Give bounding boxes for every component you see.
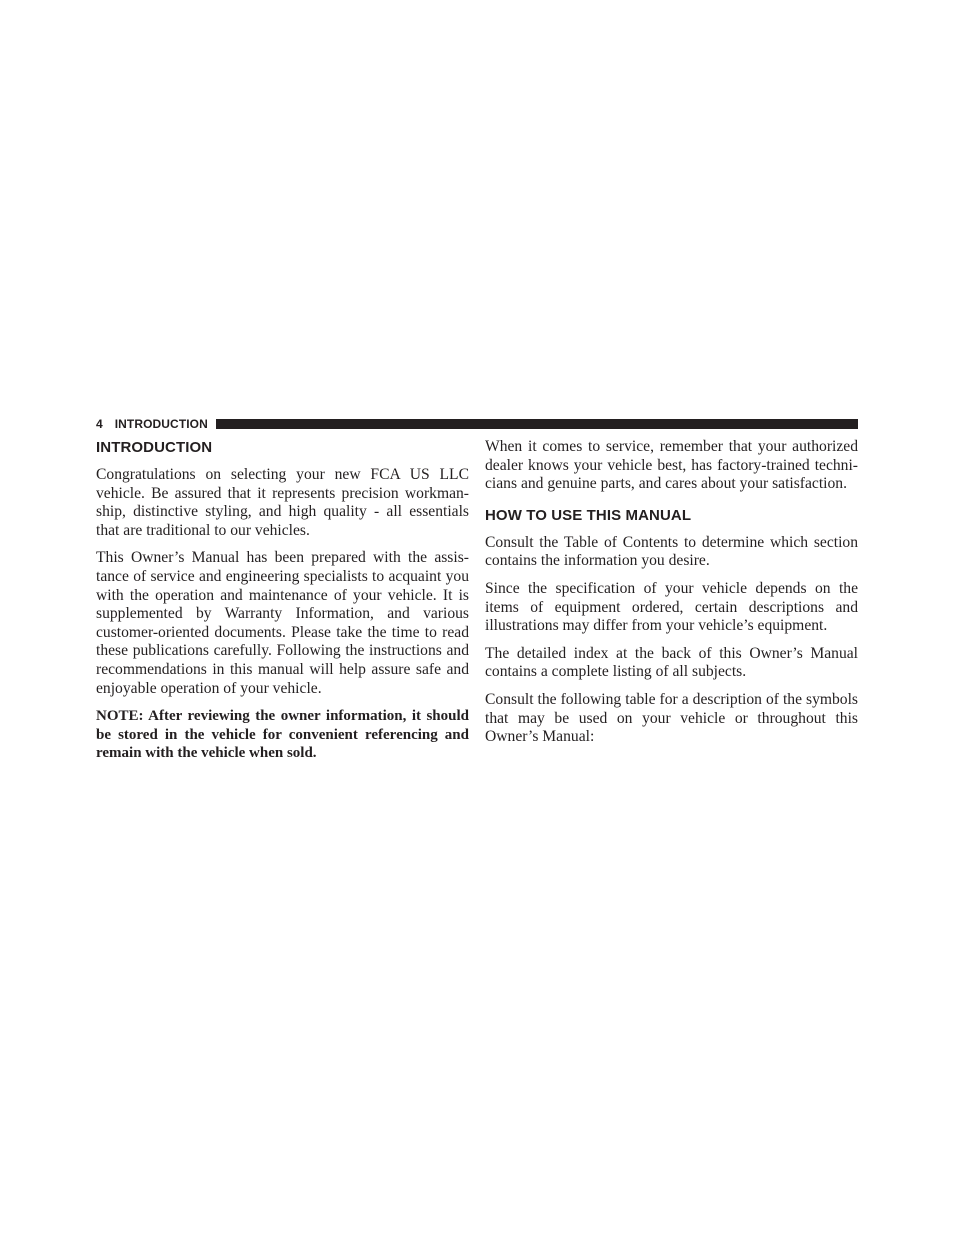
left-column [96,438,469,772]
paragraph-symbols-table: Consult the following table for a description of the symbols that may be used on your vehicle or throughout this Owner’s Manual: [485,690,858,746]
running-header [96,417,858,431]
header-rule [216,419,858,429]
section-heading-how-to-use: HOW TO USE THIS MANUAL [485,506,692,524]
paragraph-specification: Since the specification of your vehicle depends on the items of equipment ordered, certain descriptions and illustrations may differ from your vehicle’s equipment. [485,579,858,635]
right-column [485,438,858,756]
paragraph-service: When it comes to service, remember that your authorized dealer knows your vehicle best, has factory-trained technicians and genuine parts, and cares about your satisfaction. [485,438,858,493]
paragraph-index: The detailed index at the back of this Owner’s Manual contains a complete listing of all subjects. [485,644,858,681]
paragraph-congratulations: Congratulations on selecting your new FCA US LLC vehicle. Be assured that it represents precision workmanship, distinctive styling, and high quality - all essentials that are traditional to our vehicles. [96,466,469,539]
paragraph-owners-manual: This Owner’s Manual has been prepared with the assistance of service and engineering specialists to acquaint you with the operation and maintenance of your vehicle. It is supplemented by Warranty Information, and various customer-oriented documents. Please take the time to read these publications carefully. Following the instructions and recommendations in this manual will help assure safe and enjoyable operation of your vehicle. [96,549,469,697]
page-number: 4 [96,417,103,431]
note-paragraph: NOTE: After reviewing the owner information, it should be stored in the vehicle for convenient referencing and remain with the vehicle when sold. [96,708,469,762]
paragraph-table-of-contents: Consult the Table of Contents to determine which section contains the information you desire. [485,533,858,570]
running-header-title: INTRODUCTION [114,417,208,431]
section-heading-introduction: INTRODUCTION [96,439,213,456]
